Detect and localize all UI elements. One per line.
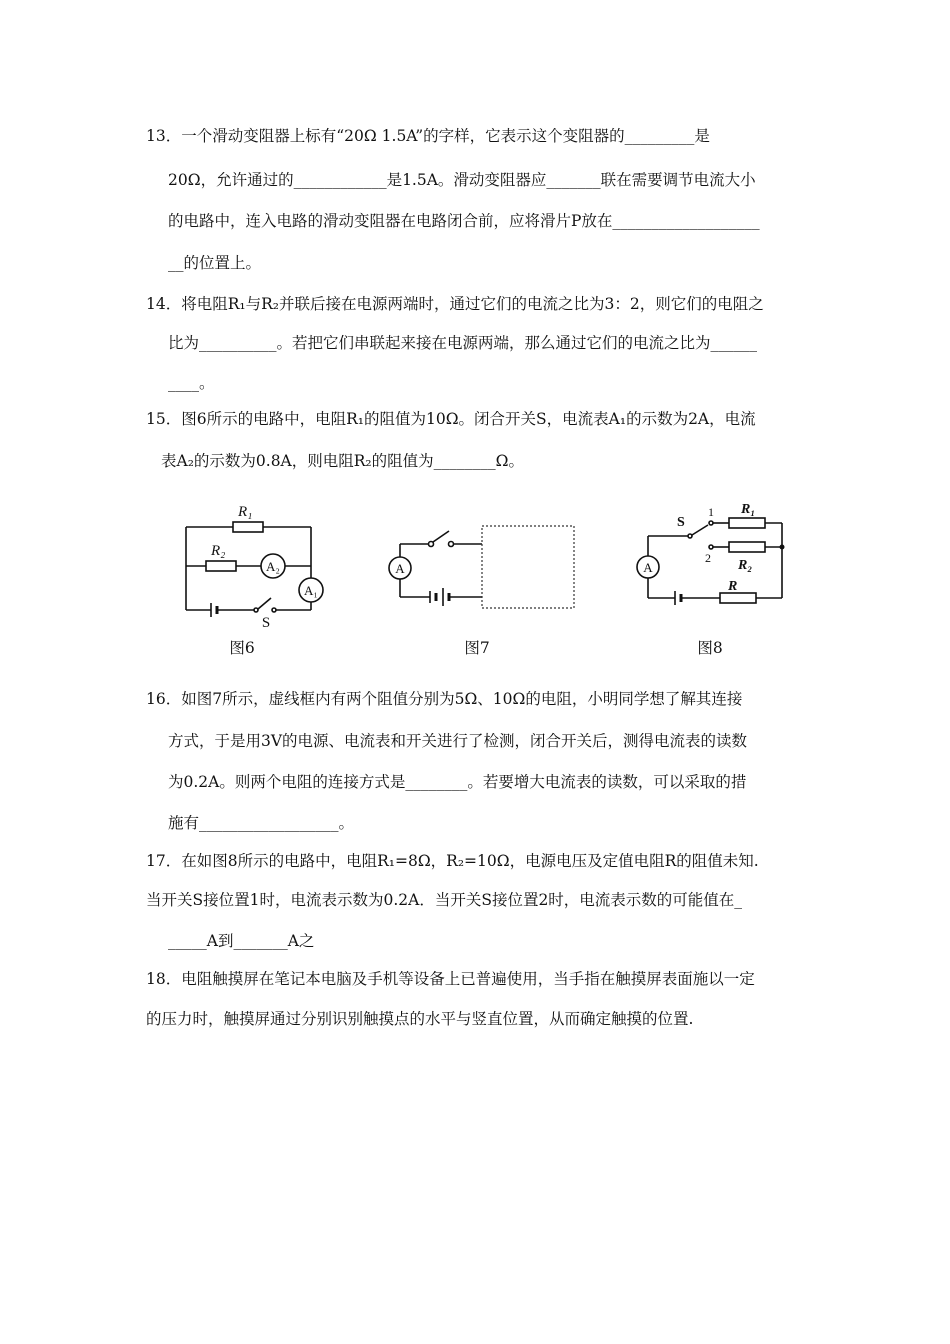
figure-7-caption: 图7	[464, 639, 490, 657]
q15-line2: 表A₂的示数为0.8A，则电阻R₂的阻值为________Ω。	[161, 452, 524, 470]
q13-line2: 20Ω，允许通过的____________是1.5A。滑动变阻器应_______联在需要调节电流大小	[168, 171, 756, 189]
fig6-s-label: S	[261, 615, 271, 630]
figure-7-circuit	[385, 522, 585, 612]
fig8-pos1-label: 1	[708, 505, 714, 519]
q15-line1: 15．图6所示的电路中，电阻R₁的阻值为10Ω。闭合开关S，电流表A₁的示数为2A，电流	[146, 410, 756, 428]
q16-line4: 施有__________________。	[168, 814, 355, 832]
q16-line3: 为0.2A。则两个电阻的连接方式是________。若要增大电流表的读数，可以采取的措	[168, 773, 747, 791]
fig6-r2-resistor	[206, 561, 236, 571]
fig6-a1-label: A₁	[304, 583, 318, 598]
q16-line2: 方式，于是用3V的电源、电流表和开关进行了检测，闭合开关后，测得电流表的读数	[168, 732, 748, 750]
fig8-r2-resistor	[729, 542, 765, 552]
fig6-r1-resistor	[233, 522, 263, 532]
fig8-r-label: R	[728, 579, 738, 594]
q17-line2: 当开关S接位置1时，电流表示数为0.2A．当开关S接位置2时，电流表示数的可能值在_	[146, 891, 743, 909]
q18-line1: 18．电阻触摸屏在笔记本电脑及手机等设备上已普遍使用，当手指在触摸屏表面施以一定	[146, 970, 755, 988]
q14-line3: ____。	[168, 374, 215, 392]
figure-8-caption: 图8	[697, 639, 723, 657]
fig7-a-label: A	[395, 561, 405, 576]
q14-line2: 比为__________。若把它们串联起来接在电源两端，那么通过它们的电流之比为______	[168, 334, 758, 352]
fig7-dashed-box	[482, 526, 574, 608]
fig6-r2-label: R₂	[211, 543, 226, 559]
fig8-s-label: S	[677, 515, 685, 530]
q16-line1: 16．如图7所示，虚线框内有两个阻值分别为5Ω、10Ω的电阻，小明同学想了解其连接	[146, 690, 743, 708]
q18-line2: 的压力时，触摸屏通过分别识别触摸点的水平与竖直位置，从而确定触摸的位置.	[146, 1010, 694, 1028]
figure-8-circuit	[630, 500, 800, 610]
q17-line3: _____A到_______A之	[168, 932, 315, 950]
fig6-r1-label: R₁	[238, 504, 253, 520]
q14-line1: 14．将电阻R₁与R₂并联后接在电源两端时，通过它们的电流之比为3：2，则它们的电阻之	[146, 295, 764, 313]
fig8-r1-resistor	[729, 518, 765, 528]
figure-6-circuit	[178, 500, 358, 630]
fig6-a2-label: A₂	[266, 559, 280, 574]
q13-line3: 的电路中，连入电路的滑动变阻器在电路闭合前，应将滑片P放在___________________	[168, 212, 760, 230]
q17-line1: 17．在如图8所示的电路中，电阻R₁=8Ω，R₂=10Ω，电源电压及定值电阻R的阻值未知.	[146, 852, 759, 870]
q13-line1: 13．一个滑动变阻器上标有“20Ω 1.5A”的字样，它表示这个变阻器的_________是	[146, 127, 710, 145]
q13-line4: __的位置上。	[168, 254, 262, 272]
fig8-pos2-label: 2	[705, 551, 711, 565]
fig8-r-resistor	[720, 593, 756, 603]
fig8-r1-label: R₁	[741, 502, 756, 517]
fig8-a-label: A	[643, 560, 653, 575]
fig8-r2-label: R₂	[738, 558, 753, 573]
figure-6-caption: 图6	[229, 639, 255, 657]
